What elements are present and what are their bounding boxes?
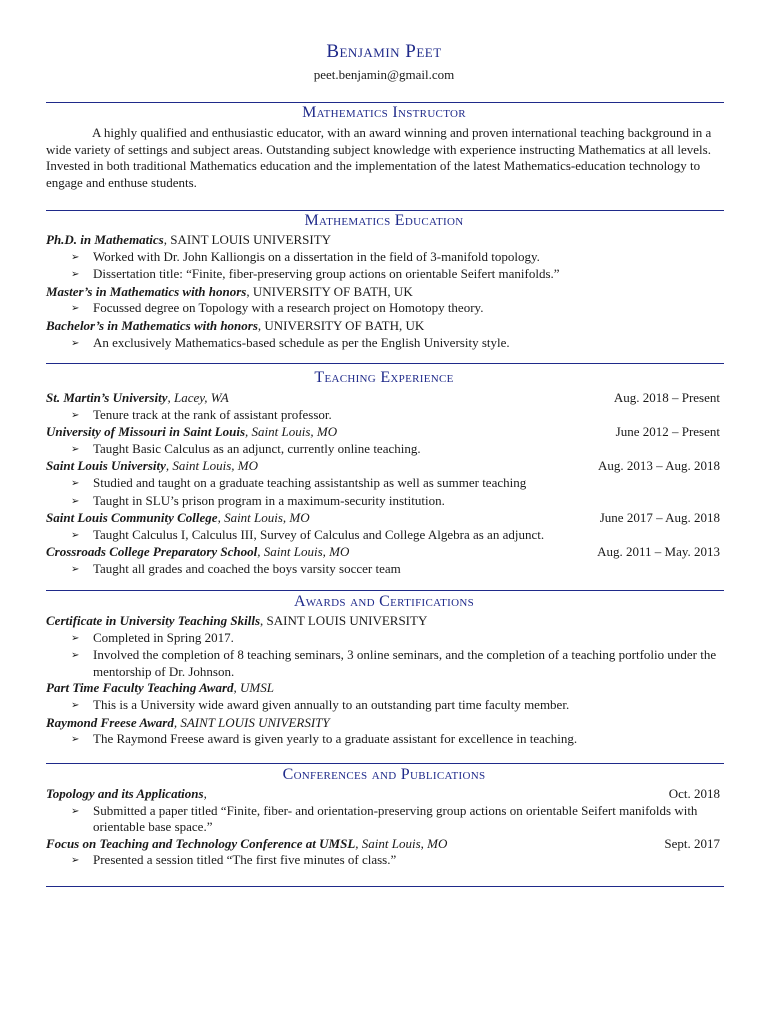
section-divider (46, 886, 724, 887)
list-item: ➢ Worked with Dr. John Kalliongis on a dissertation in the field of 3-manifold topology. (46, 249, 722, 267)
job-entry (46, 458, 722, 475)
education-entry (46, 318, 722, 335)
conference-location: , Saint Louis, MO (355, 835, 448, 851)
school-name: , UNIVERSITY OF BATH, UK (246, 283, 413, 299)
award-org: , SAINT LOUIS UNIVERSITY (173, 714, 330, 730)
school-name: , SAINT LOUIS UNIVERSITY (163, 232, 332, 247)
teaching-section-title: Teaching Experience (314, 369, 454, 386)
awards-list (46, 613, 722, 749)
employer-name: Saint Louis University (46, 458, 166, 474)
degree-name: Bachelor’s in Mathematics with honors (46, 317, 258, 333)
job-dates: Aug. 2013 – Aug. 2018 (597, 458, 720, 474)
awards-section-title: Awards and Certifications (293, 593, 475, 610)
school-name: , UNIVERSITY OF BATH, UK (257, 317, 425, 333)
conference-location: , (203, 786, 207, 801)
award-name: Certificate in University Teaching Skills (46, 613, 261, 628)
summary-section-title: Mathematics Instructor (302, 104, 466, 121)
list-item: ➢ Studied and taught on a graduate teaching assistantship as well as summer teaching (46, 475, 722, 493)
list-item: ➢ Focussed degree on Topology with a research project on Homotopy theory. (46, 300, 722, 318)
arrow-bullet-icon: ➢ (71, 251, 80, 263)
employer-location: , Lacey, WA (167, 390, 229, 405)
conference-name: Focus on Teaching and Technology Conference at UMSL (46, 835, 356, 851)
employer-location: , Saint Louis, MO (257, 544, 350, 560)
arrow-bullet-icon: ➢ (71, 269, 80, 281)
arrow-bullet-icon: ➢ (71, 409, 80, 421)
conference-entry (46, 836, 722, 853)
award-org: , UMSL (233, 680, 274, 696)
conferences-list (46, 786, 722, 870)
arrow-bullet-icon: ➢ (71, 443, 80, 455)
degree-name: Ph.D. in Mathematics (46, 232, 164, 247)
list-item: ➢ This is a University wide award given annually to an outstanding part time faculty member. (46, 697, 722, 715)
section-divider (46, 210, 724, 211)
arrow-bullet-icon: ➢ (71, 855, 80, 867)
list-item: ➢ The Raymond Freese award is given yearly to a graduate assistant for excellence in teaching. (46, 731, 722, 749)
education-list (46, 232, 722, 352)
list-item: ➢ Submitted a paper titled “Finite, fiber- and orientation-preserving group actions on orientable Seifert manifolds with orientable base space.” (71, 802, 698, 835)
award-name: Raymond Freese Award (46, 714, 174, 730)
candidate-name: Benjamin Peet (326, 41, 442, 62)
arrow-bullet-icon: ➢ (71, 563, 80, 575)
list-item: ➢ Taught Calculus I, Calculus III, Survey of Calculus and College Algebra as an adjunct. (46, 527, 722, 545)
award-entry (46, 680, 722, 697)
job-dates: June 2017 – Aug. 2018 (599, 510, 720, 526)
list-item: ➢ Tenure track at the rank of assistant professor. (46, 407, 722, 425)
job-entry (46, 510, 722, 527)
section-divider (46, 590, 724, 591)
arrow-bullet-icon: ➢ (71, 734, 80, 746)
list-item: ➢ Presented a session titled “The first five minutes of class.” (46, 852, 722, 870)
award-org: , SAINT LOUIS UNIVERSITY (260, 613, 428, 628)
award-entry (46, 715, 722, 732)
conferences-section-title: Conferences and Publications (282, 766, 486, 783)
teaching-list (46, 390, 722, 579)
list-item: ➢ An exclusively Mathematics-based schedule as per the English University style. (46, 335, 722, 353)
employer-name: University of Missouri in Saint Louis (46, 424, 246, 440)
list-item: ➢ Dissertation title: “Finite, fiber-preserving group actions on orientable Seifert manifolds.” (46, 266, 722, 284)
conference-date: Oct. 2018 (668, 786, 720, 801)
section-divider (46, 102, 724, 103)
employer-name: Saint Louis Community College (46, 510, 218, 526)
job-entry (46, 544, 722, 561)
job-dates: Aug. 2018 – Present (613, 390, 720, 405)
list-item: ➢ Taught Basic Calculus as an adjunct, currently online teaching. (46, 441, 722, 459)
award-entry (46, 613, 722, 630)
list-item: ➢ Taught in SLU’s prison program in a maximum-security institution. (46, 493, 722, 511)
employer-name: St. Martin’s University (46, 390, 168, 405)
education-entry (46, 232, 722, 249)
job-entry (46, 390, 722, 407)
list-item: ➢ Completed in Spring 2017. (46, 630, 722, 648)
summary-paragraph: A highly qualified and enthusiastic educator, with an award winning and proven international teaching background in a wide variety of settings and subject areas. Outstanding subject knowledge with experience instructing Mathematics at all levels. Invested in both traditional Mathematics education and the implementation of the latest Mathematics-education technology to engage and enthuse students. (46, 125, 712, 191)
candidate-email[interactable]: peet.benjamin@gmail.com (313, 67, 455, 82)
employer-location: , Saint Louis, MO (245, 424, 338, 440)
job-dates: Aug. 2011 – May. 2013 (597, 544, 720, 560)
arrow-bullet-icon: ➢ (71, 699, 80, 711)
arrow-bullet-icon: ➢ (71, 805, 80, 817)
section-divider (46, 363, 724, 364)
job-entry (46, 424, 722, 441)
list-item: ➢ Taught all grades and coached the boys varsity soccer team (46, 561, 722, 579)
award-name: Part Time Faculty Teaching Award (46, 680, 234, 696)
conference-name: Topology and its Applications (46, 786, 204, 801)
job-dates: June 2012 – Present (615, 424, 720, 440)
employer-location: , Saint Louis, MO (165, 458, 259, 474)
conference-date: Sept. 2017 (664, 835, 720, 851)
education-section-title: Mathematics Education (304, 212, 464, 229)
degree-name: Master’s in Mathematics with honors (46, 283, 247, 299)
employer-location: , Saint Louis, MO (217, 510, 310, 526)
arrow-bullet-icon: ➢ (71, 632, 80, 644)
arrow-bullet-icon: ➢ (71, 529, 80, 541)
education-entry (46, 284, 722, 301)
list-item: ➢ Involved the completion of 8 teaching seminars, 3 online seminars, and the completion of a teaching portfolio under the mentorship of Dr. Johnson. (71, 647, 717, 679)
arrow-bullet-icon: ➢ (71, 495, 80, 507)
arrow-bullet-icon: ➢ (71, 650, 80, 662)
employer-name: Crossroads College Preparatory School (46, 544, 258, 560)
arrow-bullet-icon: ➢ (71, 337, 80, 349)
conference-entry (46, 786, 722, 803)
section-divider (46, 763, 724, 764)
arrow-bullet-icon: ➢ (71, 303, 80, 315)
arrow-bullet-icon: ➢ (71, 477, 80, 489)
